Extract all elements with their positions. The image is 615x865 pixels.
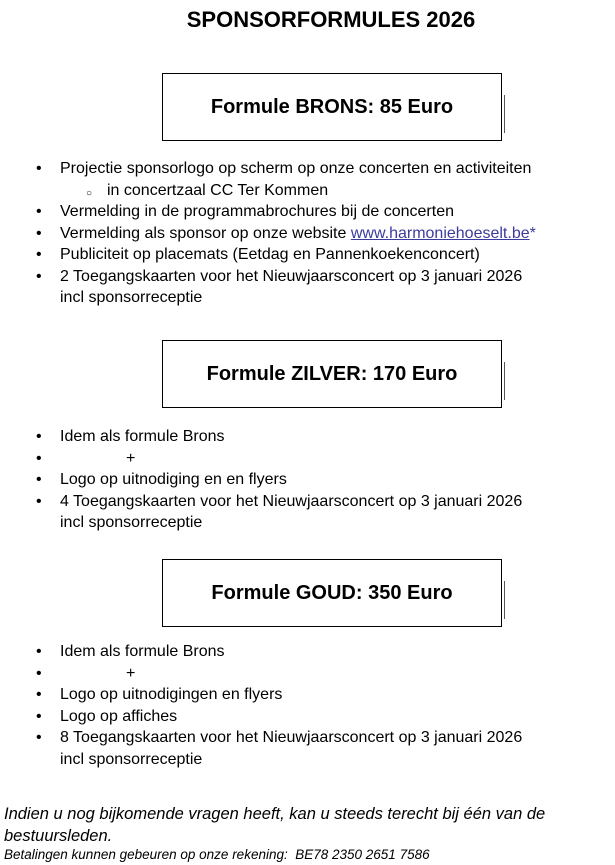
list-item-text: in concertzaal CC Ter Kommen — [107, 181, 329, 199]
list-item-text: Vermelding in de programmabrochures bij de concerten — [60, 203, 454, 220]
list-item-text: 8 Toegangskaarten voor het Nieuwjaarsconcert op 3 januari 2026 — [60, 729, 523, 746]
list-item-text: + — [126, 449, 136, 467]
list-item-text: Logo op uitnodiging en en flyers — [60, 471, 287, 488]
link-asterisk: * — [529, 224, 536, 242]
list-item — [0, 512, 604, 534]
list-item-text: 2 Toegangskaarten voor het Nieuwjaarsconcert op 3 januari 2026 — [60, 267, 523, 285]
list-item — [0, 491, 604, 513]
formule-zilver-heading: Formule ZILVER: 170 Euro — [206, 362, 458, 385]
goud-benefits-list — [0, 641, 604, 770]
list-item-text: incl sponsorreceptie — [60, 289, 203, 306]
payment-account-line: Betalingen kunnen gebeuren op onze rekening: BE78 2350 2651 7586 — [4, 847, 430, 862]
list-item — [0, 727, 604, 749]
list-item — [0, 266, 604, 288]
list-item — [0, 469, 604, 491]
brons-benefits-list — [0, 158, 604, 309]
formule-zilver-box — [162, 340, 502, 408]
list-item — [0, 180, 604, 202]
list-item-text: Logo op affiches — [60, 707, 178, 725]
list-item-text: Idem als formule Brons — [60, 643, 225, 660]
formule-goud-heading: Formule GOUD: 350 Euro — [211, 581, 453, 604]
list-item-text: + — [126, 664, 136, 682]
list-item — [0, 244, 604, 266]
list-item-text: incl sponsorreceptie — [60, 514, 203, 531]
list-item-text: Projectie sponsorlogo op scherm op onze concerten en activiteiten — [60, 160, 532, 177]
list-item-text: Publiciteit op placemats (Eetdag en Pannenkoekenconcert) — [60, 246, 480, 263]
list-item-text: incl sponsorreceptie — [60, 750, 203, 768]
list-item — [0, 448, 604, 470]
list-item — [0, 749, 604, 771]
list-item — [0, 158, 604, 180]
list-item-text: 4 Toegangskaarten voor het Nieuwjaarsconcert op 3 januari 2026 — [60, 492, 523, 510]
list-item — [0, 663, 604, 685]
formule-brons-box — [162, 73, 502, 141]
list-item — [0, 684, 604, 706]
list-item — [0, 201, 604, 223]
contact-note: Indien u nog bijkomende vragen heeft, kan u steeds terecht bij één van de bestuursleden. — [4, 805, 546, 845]
list-item — [0, 223, 604, 245]
list-item — [0, 426, 604, 448]
list-item — [0, 287, 604, 309]
formule-goud-box — [162, 559, 502, 627]
formule-brons-heading: Formule BRONS: 85 Euro — [210, 95, 454, 118]
harmoniehoeselt-website-link[interactable]: www.harmoniehoeselt.be — [350, 224, 530, 242]
list-item — [0, 641, 604, 663]
list-item-text: Idem als formule Brons — [60, 428, 225, 445]
page-title: SPONSORFORMULES 2026 — [186, 7, 476, 32]
zilver-benefits-list — [0, 426, 604, 534]
list-item-text: Vermelding als sponsor op onze website — [60, 224, 351, 242]
list-item — [0, 706, 604, 728]
list-item-text: Logo op uitnodigingen en flyers — [60, 686, 283, 703]
